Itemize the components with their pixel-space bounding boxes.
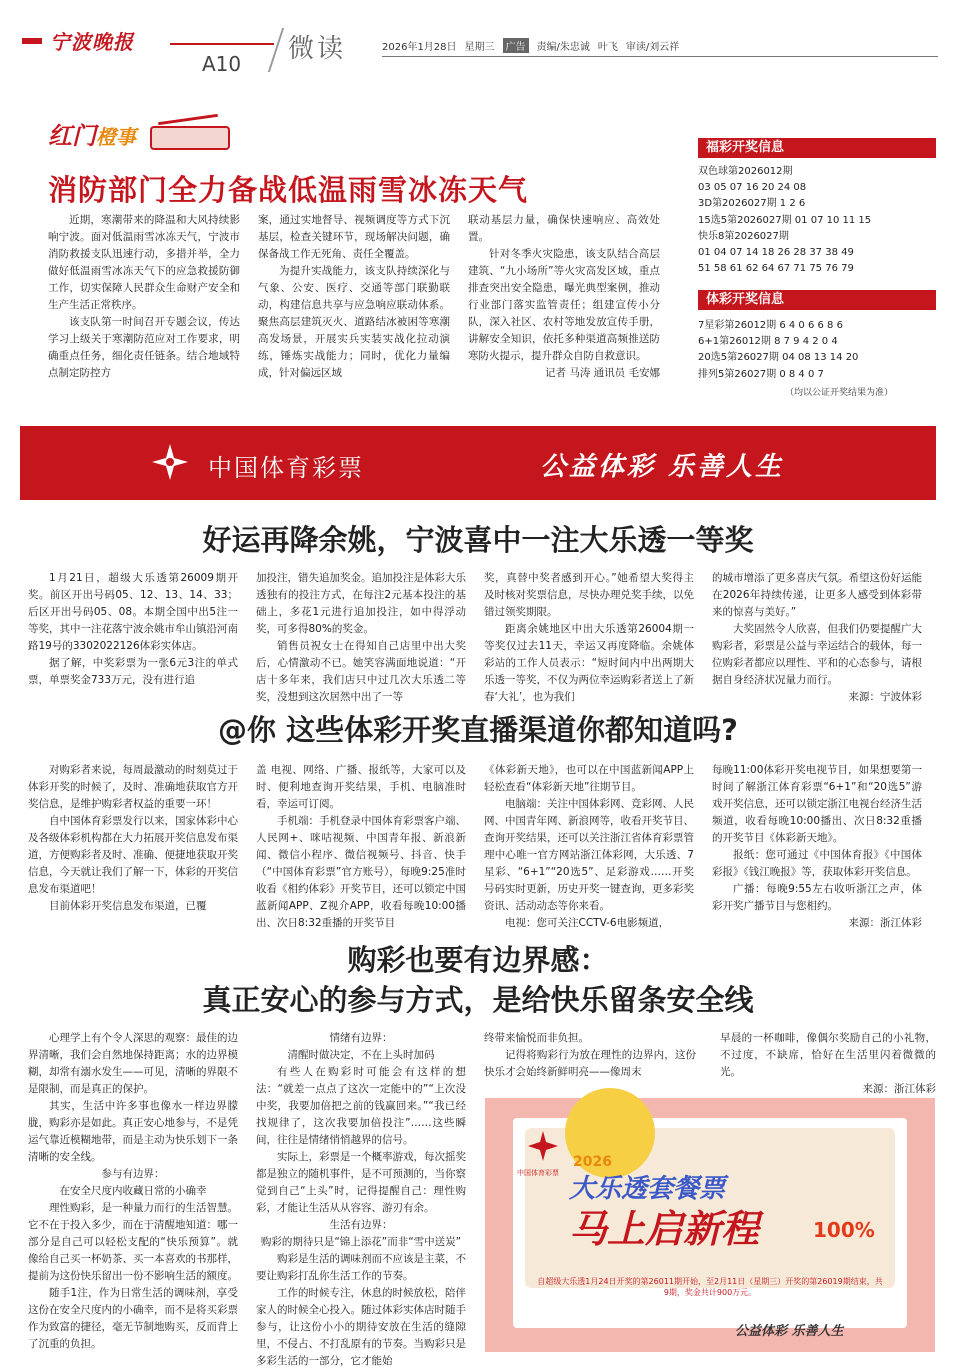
article1-body [48, 212, 660, 402]
article4-title-line2: 真正安心的参与方式，是给快乐留条安全线 [202, 983, 754, 1017]
paragraph: 《体彩新天地》，也可以在中国蓝新闻APP上轻松查看“体彩新天地”往期节目。 [484, 764, 694, 793]
issue-date: 2026年1月28日 [382, 42, 457, 53]
subheading: 在安全尺度内收藏日常的小确幸 [59, 1185, 207, 1197]
banner-slogan: 公益体彩 乐善人生 [540, 452, 785, 482]
welfare-lottery-header: 福彩开奖信息 [698, 138, 936, 158]
banner-name: 中国体育彩票 [208, 454, 364, 482]
ad-percentage: 100% [813, 1218, 875, 1242]
paragraph: 奖，真替中奖者感到开心。”她希望大奖得主及时核对奖票信息，尽快办理兑奖手续，以免错过领奖期限。 [484, 572, 694, 618]
paragraph: 近期，寒潮带来的降温和大风持续影响宁波。面对低温雨雪冰冻天气，宁波市消防救援支队迅速行动，多措并举，全力做好低温雨雪冰冻天气下的应急救援防御工作，切实保障人民群众生命财产安全和生产生活正常秩序。 [48, 214, 240, 311]
paragraph: 手机端：手机登录中国体育彩票客户端、人民网+、咪咕视频、中国青年报、新浪新闻、微信小程序、微信视频号、抖音、快手（“中国体育彩票”官方账号），每晚9:25准时收看《相约体彩》开奖节目，还可以锁定中国蓝新闻APP、Z视介APP，收看每晚10:00播出、次日8:32重播的开奖节目 [256, 815, 466, 929]
masthead-underline [382, 56, 938, 57]
editor-2: 叶飞 [597, 42, 618, 53]
paragraph: 的城市增添了更多喜庆气氛。希望这份好运能在2026年持续传递，让更多人感受到体彩带来的惊喜与美好。” [712, 572, 922, 618]
lottery-line: 20选5第26027期 04 08 13 14 20 [698, 352, 859, 364]
masthead [0, 0, 956, 80]
issue-info [382, 38, 679, 53]
paragraph: 针对冬季火灾隐患，该支队结合高层建筑、“九小场所”等火灾高发区域，重点排查突出安全隐患，曝光典型案例，推动行业部门落实监管责任；组建宣传小分队，深入社区、农村等地发放宣传手册，讲解安全知识，依托多种渠道高频推送防寒防火提示，提升群众自防自救意识。 [468, 248, 660, 362]
paragraph: 自中国体育彩票发行以来，国家体彩中心及各级体彩机构都在大力拓展开奖信息发布渠道，方便购彩者及时、准确、便捷地获取开奖信息，今天就让我们了解一下，体彩的开奖信息发布渠道吧！ [28, 815, 238, 895]
paragraph: 理性购彩，是一种量力而行的生活智慧。它不在于投入多少，而在于清醒地知道：哪一部分是自己可以轻松支配的“快乐预算”。就像给自己买一杯奶茶、买一本喜欢的书那样，提前为这份快乐留出一份不影响生活的额度。 [28, 1202, 238, 1282]
lottery-line: 51 58 61 62 64 67 71 75 76 79 [698, 263, 854, 275]
masthead-bar [22, 38, 42, 44]
lottery-advertisement[interactable] [485, 1098, 935, 1352]
article3-col2 [256, 762, 466, 929]
paragraph: 据了解，中奖彩票为一张6元3注的单式票，单票奖金733万元，没有进行追 [28, 657, 238, 686]
paragraph: 终带来愉悦而非负担。 [484, 1032, 589, 1044]
paragraph: 案，通过实地督导、视频调度等方式下沉基层，检查关键环节，现场解决问题，确保备战工作无死角、责任全覆盖。 [258, 214, 450, 260]
issue-weekday: 星期三 [464, 42, 495, 53]
lottery-line: 3D第2026027期 1 2 6 [698, 198, 806, 210]
paragraph: 电脑端：关注中国体彩网、竞彩网、人民网、中国青年网、新浪网等，收看开奖节目、查询开奖结果，还可以关注浙江省体育彩票管理中心唯一官方网站浙江体彩网，大乐透、7星彩、“6+1”“20选5”、足彩游戏……开奖号码实时更新，历史开奖一键查询，更多彩奖资讯、活动动态等你来看。 [484, 798, 694, 912]
paragraph: 对购彩者来说，每周最激动的时刻莫过于体彩开奖的时候了，及时、准确地获取官方开奖信息，是维护购彩者权益的重要一环！ [28, 764, 238, 810]
article3-col1 [28, 762, 238, 924]
paragraph: 盖 电视、网络、广播、报纸等，大家可以及时、便利地查询开奖结果，手机、电脑准时看，幸运可订阅。 [256, 764, 466, 810]
article4-col4 [720, 1030, 936, 1094]
paragraph: 报纸：您可通过《中国体育报》《中国体彩报》《钱江晚报》等，获取体彩开奖信息。 [712, 849, 922, 878]
article4-col1 [28, 1030, 238, 1352]
article2-title: 好运再降余姚，宁波喜中一注大乐透一等奖 [202, 523, 754, 557]
article3-title: @你 这些体彩开奖直播渠道你都知道吗? [218, 713, 738, 747]
paragraph: 心理学上有个令人深思的观察：最佳的边界清晰，我们会自然地保持距离；水的边界模糊，却常有溺水发生——可见，清晰的界限不是限制，而是真正的保护。 [28, 1032, 238, 1095]
paragraph: 加投注，错失追加奖金。追加投注是体彩大乐透独有的投注方式，在每注2元基本投注的基础上，多花1元进行追加投注，如中得浮动奖，可多得80%的奖金。 [256, 572, 466, 635]
fire-truck-icon [150, 126, 230, 150]
paragraph: 电视：您可关注CCTV-6电影频道， [505, 917, 670, 929]
subheading: 购彩的期待只是“锦上添花”而非“雪中送炭” [260, 1236, 462, 1248]
column-tag-red: 红门 [48, 122, 96, 150]
ad-year: 2026 [573, 1154, 612, 1170]
subheading: 情绪有边界： [329, 1032, 393, 1044]
paragraph: 1月21日，超级大乐透第26009期开奖。前区开出号码05、12、13、14、33；后区开出号码05、08。本期全国中出5注一等奖，其中一注花落宁波余姚市牟山镇沿河南路19号的33020221​26体彩实体店。 [28, 572, 238, 652]
article2-col1 [28, 570, 238, 700]
byline: 记者 马涛 通讯员 毛安娜 [544, 367, 660, 379]
paragraph: 销售员祝女士在得知自己店里中出大奖后，心情激动不已。她笑容满面地说道：“开店十多年来，我们店只中过几次大乐透二等奖，没想到这次居然中出了一等 [256, 640, 466, 703]
lottery-line: 7星彩第26012期 6 4 0 6 6 8 6 [698, 320, 843, 331]
sports-lottery-header: 体彩开奖信息 [698, 290, 936, 310]
sports-lottery-banner [20, 426, 936, 500]
paragraph: 早晨的一杯咖啡，像偶尔奖励自己的小礼物，不过度，不缺席，恰好在生活里闪着微微的光。 [720, 1032, 936, 1078]
paragraph: 每晚11:00体彩开奖电视节目，如果想要第一时间了解浙江体育彩票“6+1”和“20选5”游戏开奖信息，还可以锁定浙江电视台经济生活频道，收看每晚10:00播出、次日8:32重播的开奖节目《体彩新天地》。 [712, 764, 922, 844]
masthead-rule [170, 43, 274, 45]
ad-slogan: 公益体彩 乐善人生 [735, 1324, 844, 1339]
sports-lottery-logo-icon [148, 440, 192, 484]
paragraph: 购彩是生活的调味剂而不应该是主菜，不要让购彩打乱你生活工作的节奏。 [256, 1253, 466, 1282]
lottery-note: （均以公证开奖结果为准） [785, 388, 894, 398]
welfare-lottery-list [698, 164, 938, 277]
article2-col3 [484, 570, 694, 703]
masthead-divider [268, 28, 284, 72]
paragraph: 工作的时候专注，休息的时候放松，陪伴家人的时候全心投入。随过体彩实体店时随手参与，让这份小小的期待安放在生活的缝隙里，不侵占、不打乱原有的节奏。当购彩只是多彩生活的一部分，它才能始 [256, 1287, 466, 1367]
article1-title: 消防部门全力备战低温雨雪冰冻天气 [48, 173, 529, 207]
editor: 责编/朱忠诚 [536, 42, 590, 53]
subheading: 清醒时做决定，不在上头时加码 [287, 1049, 435, 1061]
ad-badge: 广告 [503, 38, 529, 53]
article4-title-line1: 购彩也要有边界感： [347, 943, 609, 977]
paragraph: 广播：每晚9:55左右收听浙江之声，体彩开奖广播节目与您相约。 [712, 883, 922, 912]
article2-col2 [256, 570, 466, 703]
lottery-line: 01 04 07 14 18 26 28 37 38 49 [698, 247, 854, 259]
article1-col3 [468, 212, 660, 402]
lottery-line: 03 05 07 16 20 24 08 [698, 182, 807, 194]
paragraph: 实际上，彩票是一个概率游戏，每次摇奖都是独立的随机事件，是不可预测的，当你察觉到自己“上头”时，记得提醒自己：理性购彩，才能让生活从从容容、游刃有余。 [256, 1151, 466, 1214]
lottery-line: 排列5第26027期 0 8 4 0 7 [698, 368, 824, 380]
article4-col3 [484, 1030, 696, 1094]
paragraph: 其实，生活中许多事也像水一样边界朦胧，购彩亦是如此。真正安心地参与，不是凭运气靠近模糊地带，而是主动为快乐划下一条清晰的安全线。 [28, 1100, 238, 1163]
article3-col4 [712, 762, 922, 929]
article3-col3 [484, 762, 694, 929]
lottery-line: 6+1第26012期 8 7 9 4 2 0 4 [698, 336, 838, 348]
paragraph: 有些人在购彩时可能会有这样的想法：“就差一点点了这次一定能中的”“上次没中奖，我要加倍把之前的钱赢回来。”“我已经找规律了，这次我要加倍投注”……这些瞬间，往往是情绪悄悄越界的信号。 [256, 1066, 466, 1146]
source: 来源：浙江体彩 [862, 1083, 936, 1095]
article3-body [28, 762, 922, 929]
paragraph: 为提升实战能力，该支队持续深化与气象、公安、医疗、交通等部门联勤联动，构建信息共享与应急响应联动体系。聚焦高层建筑灭火、道路结冰被困等寒潮高发场景，开展实兵实装实战化拉动演练，锤炼实战能力；同时，优化力量编成，针对偏远区域 [258, 265, 450, 379]
page-number: A10 [202, 52, 242, 76]
paragraph: 目前体彩开奖信息发布渠道，已覆 [49, 900, 207, 912]
lottery-line: 双色球第2026012期 [698, 166, 793, 177]
paragraph: 记得将购彩行为放在理性的边界内，这份快乐才会始终新鲜明亮——像周末 [484, 1049, 696, 1078]
ad-footnote: 自超级大乐透1月24日开奖的第26011期开始，至2月11日（星期三）开奖的第26019期结束，共9期，奖金共计900万元。 [537, 1277, 883, 1297]
paragraph: 距离余姚地区中出大乐透第26004期一等奖仅过去11天，幸运又再度降临。余姚体彩站的工作人员表示：“短时间内中出两期大乐透一等奖，不仅为两位幸运购彩者送上了新春‘大礼’，也为我们 [484, 623, 694, 703]
paragraph: 大奖固然令人欣喜，但我们仍要提醒广大购彩者，彩票是公益与幸运结合的载体，每一位购彩者都应以理性、平和的心态参与，请根据自身经济状况量力而行。 [712, 623, 922, 686]
column-tag-orange: 橙事 [96, 125, 136, 149]
subheading: 参与有边界： [101, 1168, 165, 1180]
subheading: 生活有边界： [329, 1219, 393, 1231]
lottery-line: 15选5第2026027期 01 07 10 11 15 [698, 214, 872, 226]
reviewer: 审读/刘云祥 [625, 42, 680, 53]
article1-col2 [258, 212, 450, 402]
sports-lottery-list [698, 318, 938, 383]
ad-title-1: 大乐透套餐票 [569, 1174, 726, 1204]
ad-logo-text: 中国体育彩票 [517, 1169, 559, 1177]
ad-logo-icon [525, 1128, 561, 1164]
article4-col2 [256, 1030, 466, 1367]
ad-title-2: 马上启新程 [569, 1207, 760, 1251]
source: 来源：浙江体彩 [848, 917, 922, 929]
article2-body [28, 570, 922, 703]
paragraph: 联动基层力量，确保快速响应、高效处置。 [468, 214, 660, 243]
article2-col4 [712, 570, 922, 703]
source: 来源：宁波体彩 [848, 691, 922, 703]
article1-col1 [48, 212, 240, 402]
paragraph: 该支队第一时间召开专题会议，传达学习上级关于寒潮防范应对工作要求，明确重点任务，细化责任链条。结合地域特点制定防控方 [48, 316, 240, 379]
paragraph: 随手1注，作为日常生活的调味剂，享受这份在安全尺度内的小确幸，而不是将买彩票作为致富的捷径，毫无节制地购买，反而背上了沉重的负担。 [28, 1287, 238, 1350]
section-name: 微读 [288, 34, 347, 64]
newspaper-logo: 宁波晚报 [50, 30, 134, 54]
lottery-line: 快乐8第2026027期 [698, 230, 789, 242]
